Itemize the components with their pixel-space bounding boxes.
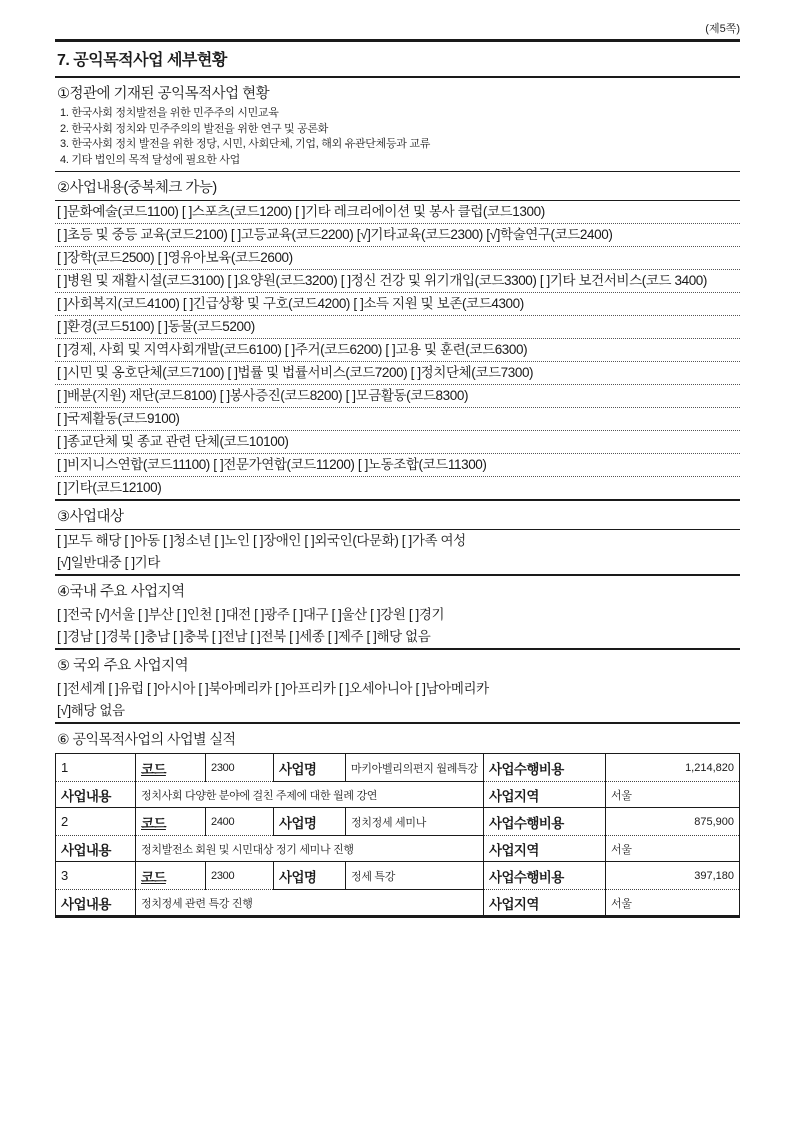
name-label: 사업명 [274,754,346,782]
checkbox-row-economy: [ ]경제, 사회 및 지역사회개발(코드6100) [ ]주거(코드6200) [ ]고용 및 훈련(코드6300) [55,339,740,362]
code-label-text: 코드 [141,815,166,831]
region-value: 서울 [606,782,740,808]
performance-section-header: ⑥ 공익목적사업의 사업별 실적 [57,731,236,747]
content-label: 사업내용 [56,836,136,862]
table-row-project-1 [56,754,740,782]
checkbox-row-target-2: [√]일반대중 [ ]기타 [57,555,160,570]
checkbox-row-environment: [ ]환경(코드5100) [ ]동물(코드5200) [55,316,740,339]
checkbox-row-education: [ ]초등 및 중등 교육(코드2100) [ ]고등교육(코드2200) [√]기타교육(코드2300) [√]학술연구(코드2400) [55,224,740,247]
checkbox-row-religion: [ ]종교단체 및 종교 관련 단체(코드10100) [55,431,740,454]
table-row-project-1-detail [56,782,740,808]
row-number-cell: 3 [56,862,136,890]
region-value: 서울 [606,890,740,917]
content-value: 정치정세 관련 특강 진행 [136,890,484,917]
checkbox-row-international: [ ]국제활동(코드9100) [55,408,740,431]
region-label: 사업지역 [484,836,606,862]
code-value: 2300 [206,862,274,890]
document-page [55,20,740,918]
table-row-project-2-detail [56,836,740,862]
cost-value: 875,900 [606,808,740,836]
cost-label: 사업수행비용 [484,862,606,890]
checkbox-row-domestic-1: [ ]전국 [√]서울 [ ]부산 [ ]인천 [ ]대전 [ ]광주 [ ]대구 [ ]울산 [ ]강원 [ ]경기 [57,607,445,622]
code-label-text: 코드 [141,761,166,777]
domestic-region-header: ④국내 주요 사업지역 [57,584,185,600]
page-number: (제5쪽) [705,23,740,35]
cost-value: 397,180 [606,862,740,890]
name-value: 정치정세 세미나 [346,808,484,836]
region-value: 서울 [606,836,740,862]
row-number-cell: 1 [56,754,136,782]
overseas-region-header: ⑤ 국외 주요 사업지역 [57,658,189,674]
code-label [136,862,206,890]
code-value: 2300 [206,754,274,782]
form-frame [55,39,740,918]
charter-item: 2. 한국사회 정치와 민주주의의 발전을 위한 연구 및 공론화 [60,122,329,135]
section-domestic-region [55,576,740,650]
content-label: 사업내용 [56,782,136,808]
checkbox-row-associations: [ ]비지니스연합(코드11100) [ ]전문가연합(코드11200) [ ]노동조합(코드11300) [55,454,740,477]
table-row-project-3-detail [56,890,740,917]
region-label: 사업지역 [484,890,606,917]
name-label: 사업명 [274,862,346,890]
checkbox-row-welfare: [ ]사회복지(코드4100) [ ]긴급상황 및 구호(코드4200) [ ]소득 지원 및 보존(코드4300) [55,293,740,316]
charter-section-header: ①정관에 기재된 공익목적사업 현황 [57,86,270,102]
region-label: 사업지역 [484,782,606,808]
cost-label: 사업수행비용 [484,808,606,836]
business-content-header: ②사업내용(중복체크 가능) [55,172,740,201]
charter-item: 4. 기타 법인의 목적 달성에 필요한 사업 [60,153,240,166]
charter-item: 1. 한국사회 정치발전을 위한 민주주의 시민교육 [60,107,279,119]
checkbox-row-health: [ ]병원 및 재활시설(코드3100) [ ]요양원(코드3200) [ ]정신 건강 및 위기개입(코드3300) [ ]기타 보건서비스(코드 3400) [55,270,740,293]
section-business-content [55,201,740,501]
code-label-text: 코드 [141,869,166,885]
checkbox-row-scholarship: [ ]장학(코드2500) [ ]영유아보육(코드2600) [55,247,740,270]
checkbox-row-foundation: [ ]배분(지원) 재단(코드8100) [ ]봉사증진(코드8200) [ ]모금활동(코드8300) [55,385,740,408]
name-value: 마키아벨리의편지 월례특강 [346,754,484,782]
checkbox-row-overseas-1: [ ]전세계 [ ]유럽 [ ]아시아 [ ]북아메리카 [ ]아프리카 [ ]오세아니아 [ ]남아메리카 [57,681,489,696]
content-value: 정치발전소 회원 및 시민대상 정기 세미나 진행 [136,836,484,862]
charter-item: 3. 한국사회 정치 발전을 위한 정당, 시민, 사회단체, 기업, 해외 유관단체등과 교류 [60,138,431,150]
table-row-project-3 [56,862,740,890]
page-title: 7. 공익목적사업 세부현황 [55,42,740,78]
row-number-cell: 2 [56,808,136,836]
code-label [136,808,206,836]
performance-table [55,753,740,918]
business-target-header: ③사업대상 [55,501,740,530]
checkbox-row-overseas-2: [√]해당 없음 [57,703,125,718]
content-label: 사업내용 [56,890,136,917]
checkbox-row-etc: [ ]기타(코드12100) [57,480,162,495]
table-row-project-2 [56,808,740,836]
code-label [136,754,206,782]
section-overseas-region [55,650,740,724]
checkbox-row-culture-arts: [ ]문화예술(코드1100) [ ]스포츠(코드1200) [ ]기타 레크리에이션 및 봉사 클럽(코드1300) [55,201,740,224]
name-value: 정세 특강 [346,862,484,890]
cost-value: 1,214,820 [606,754,740,782]
checkbox-row-domestic-2: [ ]경남 [ ]경북 [ ]충남 [ ]충북 [ ]전남 [ ]전북 [ ]세종 [ ]제주 [ ]해당 없음 [57,629,431,644]
name-label: 사업명 [274,808,346,836]
cost-label: 사업수행비용 [484,754,606,782]
section-charter-purposes [55,78,740,172]
content-value: 정치사회 다양한 분야에 걸친 주제에 대한 월례 강연 [136,782,484,808]
code-value: 2400 [206,808,274,836]
checkbox-row-target-1: [ ]모두 해당 [ ]아동 [ ]청소년 [ ]노인 [ ]장애인 [ ]외국인(다문화) [ ]가족 여성 [57,533,466,548]
section-business-target [55,501,740,576]
checkbox-row-civic: [ ]시민 및 옹호단체(코드7100) [ ]법률 및 법률서비스(코드7200) [ ]정치단체(코드7300) [55,362,740,385]
